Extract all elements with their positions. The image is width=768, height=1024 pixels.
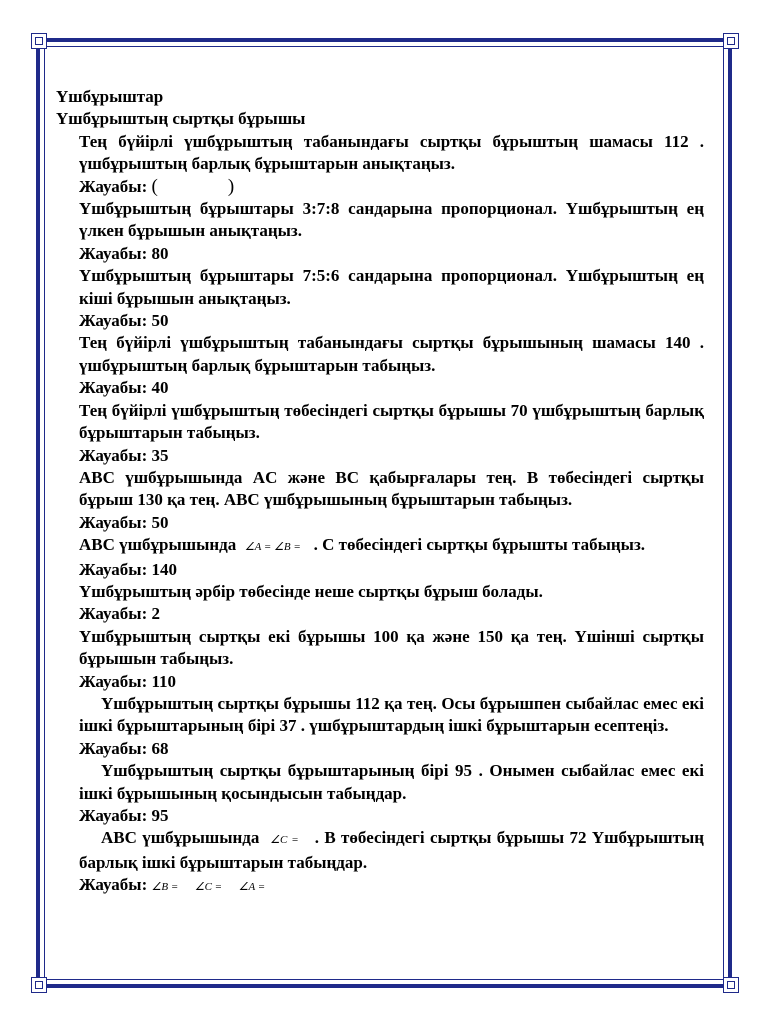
- question-text: Үшбұрыштың әрбір төбесінде неше сыртқы бұрыш болады.: [79, 581, 543, 601]
- math-formula: ∠C =: [270, 834, 299, 847]
- section-subtitle: Үшбұрыштың сыртқы бұрышы: [56, 109, 306, 129]
- answer-text: Жауабы: 110: [79, 671, 177, 691]
- page-title: Үшбұрыштар: [56, 87, 164, 106]
- question-text: Тең бүйірлі үшбұрыштың төбесіндегі сыртқы бұрышы 70 үшбұрыштың барлық бұрыштарын табыңыз.: [79, 400, 704, 443]
- answer-text: Жауабы: 80: [79, 243, 169, 263]
- answer-text: Жауабы: 50: [79, 512, 169, 532]
- corner-ornament: [723, 977, 739, 993]
- corner-ornament: [31, 977, 47, 993]
- question-text: Үшбұрыштың сыртқы бұрышы 112 қа тең. Осы бұрышпен сыбайлас емес екі ішкі бұрыштарының бірі 37 . үшбұрыштардың ішкі бұрыштарын есептеңіз.: [79, 693, 704, 736]
- document-body: [56, 86, 704, 899]
- corner-ornament: [723, 33, 739, 49]
- answer-text: Жауабы: 95: [79, 806, 169, 825]
- question-text: ABC үшбұрышында AC және BC қабырғалары тең. B төбесіндегі сыртқы бұрыш 130 қа тең. ABC үшбұрышының бұрыштарын табыңыз.: [79, 467, 704, 510]
- question-text: Тең бүйірлі үшбұрыштың табанындағы сыртқы бұрышының шамасы 140 . үшбұрыштың барлық бұрыштарын табыңыз.: [79, 333, 704, 375]
- corner-ornament: [31, 33, 47, 49]
- question-text: ABC үшбұрышында ∠C = . B төбесіндегі сыртқы бұрышы 72 Үшбұрыштың барлық ішкі бұрыштарын табыңдар.: [79, 828, 705, 872]
- math-formula: ∠A = ∠B =: [244, 541, 301, 554]
- answer-text: Жауабы: ( ): [79, 175, 235, 197]
- answer-text: Жауабы: 2: [79, 604, 160, 624]
- question-text: Үшбұрыштың сыртқы бұрыштарының бірі 95 . Онымен сыбайлас емес екі ішкі бұрышының қосындысын табыңдар.: [79, 761, 704, 803]
- question-text: Үшбұрыштың сыртқы екі бұрышы 100 қа және 150 қа тең. Үшінші сыртқы бұрышын табыңыз.: [79, 626, 704, 669]
- answer-text: Жауабы: 140: [79, 559, 177, 579]
- answer-text: Жауабы: ∠B = ∠C = ∠A =: [79, 875, 266, 895]
- question-text: Тең бүйірлі үшбұрыштың табанындағы сыртқы бұрыштың шамасы 112 . үшбұрыштың барлық бұрыштарын анықтаңыз.: [79, 131, 704, 174]
- answer-text: Жауабы: 35: [79, 445, 169, 465]
- question-text: Үшбұрыштың бұрыштары 7:5:6 сандарына пропорционал. Үшбұрыштың ең кіші бұрышын анықтаңыз.: [79, 266, 704, 308]
- answer-text: Жауабы: 68: [79, 738, 169, 758]
- math-formula: ∠B = ∠C = ∠A =: [151, 881, 266, 894]
- answer-text: Жауабы: 50: [79, 311, 169, 331]
- question-text: ABC үшбұрышында ∠A = ∠B = . C төбесіндегі сыртқы бұрышты табыңыз.: [79, 535, 646, 555]
- question-text: Үшбұрыштың бұрыштары 3:7:8 сандарына пропорционал. Үшбұрыштың ең үлкен бұрышын анықтаңыз.: [79, 199, 704, 241]
- answer-text: Жауабы: 40: [79, 378, 169, 398]
